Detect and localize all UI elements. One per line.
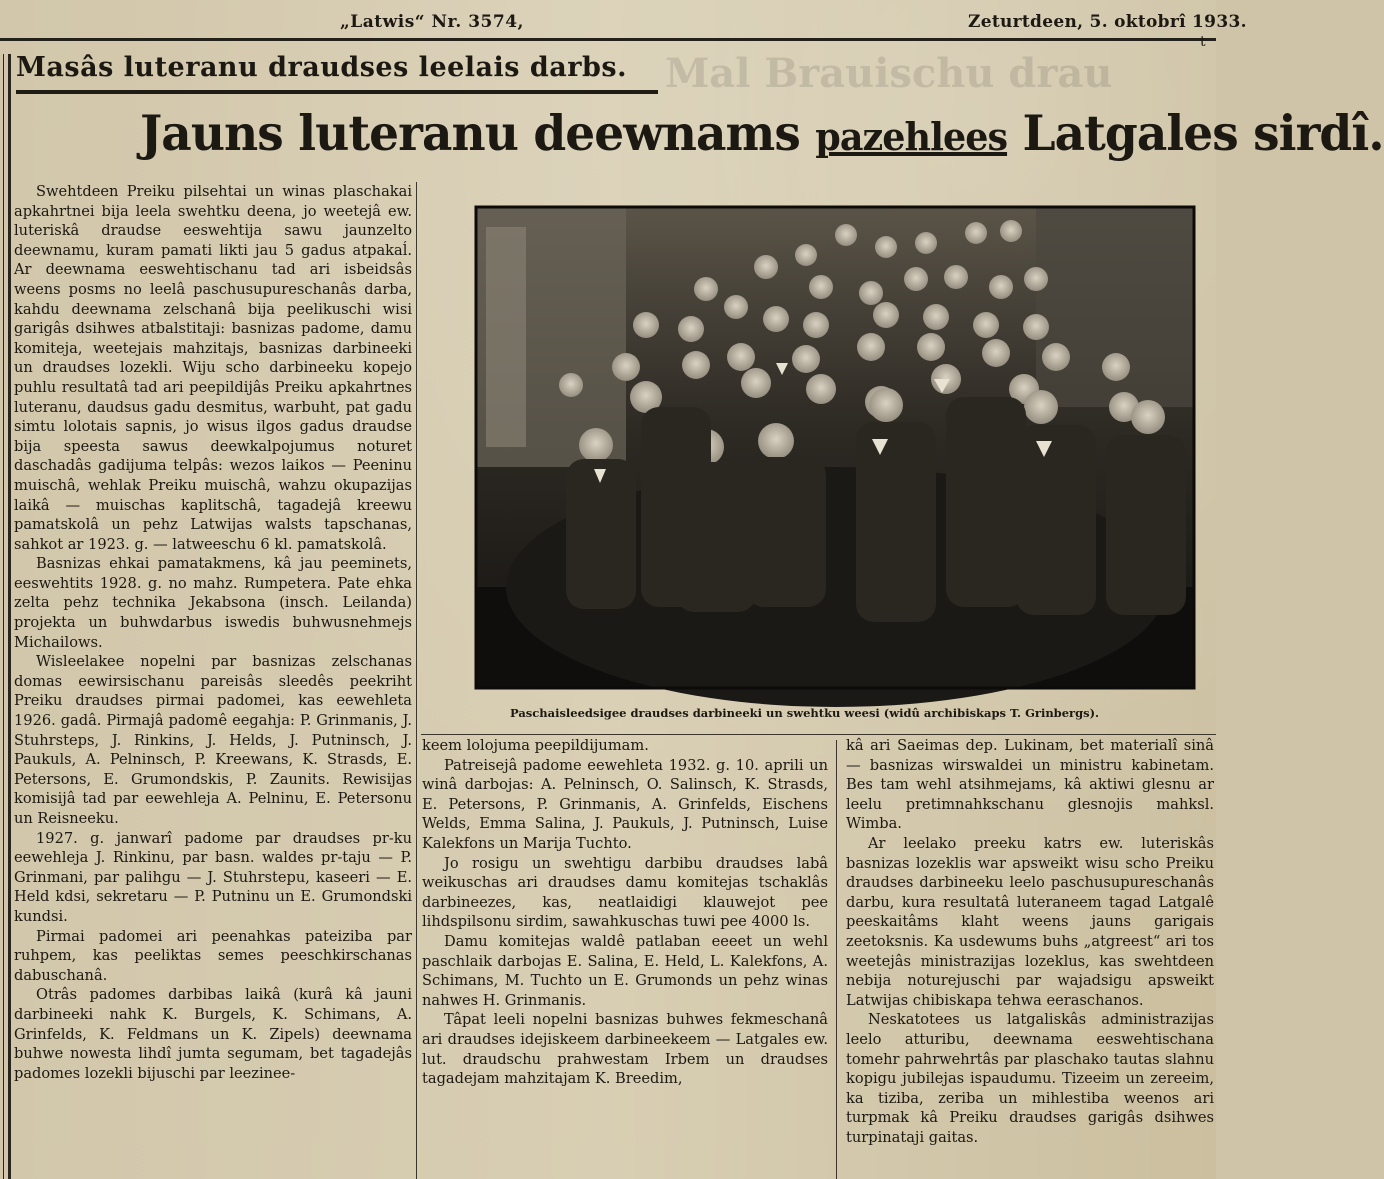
paragraph: Otrâs padomes darbibas laikâ (kurâ kâ jauni darbineeki nahk K. Burgels, K. Schimans, A. Grinfelds, K. Feldmans un K. Zipels) deewnama buhwe nowesta lihdî jumta segumam, bet tagadejâs padomes lozekli bijuschi par leezinee- bbox=[14, 986, 412, 1082]
kicker-rule bbox=[16, 90, 658, 94]
paragraph: 1927. g. janwarî padome par draudses pr-ku eewehleja J. Rinkinu, par basn. waldes pr-taju — P. Grinmani, par palihgu — J. Stuhrstepu, kaseeri — E. Held kdsi, sekretaru — P. Putninu un E. Grumondski kundsi. bbox=[14, 829, 412, 925]
column-rule-1 bbox=[416, 182, 417, 1179]
article-column-2 bbox=[422, 736, 828, 1179]
group-photo bbox=[476, 207, 1194, 688]
group-photo-image bbox=[476, 207, 1194, 688]
headline-part-1: Jauns luteranu deewnams bbox=[140, 104, 800, 162]
paragraph: Swehtdeen Preiku pilsehtai un winas plaschakai apkahrtnei bija leela swehtku deena, jo weetejâ ew. luteriskâ draudse eeswehtija sawu jaunzelto deewnamu, kuram pamati likti jau 5 gadus atpakaĺ. Ar deewnama eeswehtischanu tad ari isbeidsâs weens posms no leelâ paschusupureschanâs darba, kahdu deewnama zelschanâ bija peelikuschi wisi garigâs dsihwes atbalstitaji: basnizas padome, damu komiteja, weetejais mahzitajs, basnizas darbineeki un draudses lozekli. Wiju scho darbineeku kopejo puhlu resultatâ tad ari peepildijâs Preiku apkahrtnes luteranu, daudsus gadu desmitus, warbuht, pat gadu simtu lolotais sapnis, jo wisus ilgos gadus draudse bija speesta sawus deewkalpojumus noturet daschadâs gadijuma telpâs: wezos laikos — Peeninu muischâ, wehlak Preiku muischâ, wahzu okupazijas laikâ — muischas kaplitschâ, tagadejâ kreewu pamatskolâ un pehz Latwijas walsts tapschanas, sahkot ar 1923. g. — latweeschu 6 kl. pamatskolâ. bbox=[14, 183, 412, 553]
paragraph: keem lolojuma peepildijumam. bbox=[422, 737, 649, 754]
page-edge-mark: t bbox=[1200, 34, 1206, 50]
masthead bbox=[0, 0, 1247, 38]
masthead-issue: „Latwis“ Nr. 3574, bbox=[340, 12, 524, 32]
photo-caption: Paschaisleedsigee draudses darbineeki un swehtku weesi (widû archibiskaps T. Grinbergs). bbox=[510, 706, 1100, 720]
frame-rule-inner bbox=[8, 54, 11, 1179]
paragraph: Neskatotees us latgaliskâs administrazijas leelo atturibu, deewnama eeswehtischana tomehr pahrwehrtâs par plaschako tautas slahnu kopigu jubilejas ispaudumu. Tizeeim un zereeim, ka tiziba, zeriba un mihlestiba weenos ari turpmak kâ Preiku draudses garigâs dsihwes turpinataji gaitas. bbox=[846, 1011, 1214, 1146]
paragraph: Tâpat leeli nopelni basnizas buhwes fekmeschanâ ari draudses idejiskeem darbineekeem — Latgales ew. lut. draudschu prahwestam Irbem un draudses tagadejam mahzitajam K. Breedim, bbox=[422, 1011, 828, 1088]
paragraph: Ar leelako preeku katrs ew. luteriskâs basnizas lozeklis war apsweikt wisu scho Preiku draudses darbineeku leelo paschusupureschanâs darbu, kura resultatâ luteraneem tagad Latgalê peeskaitâms klaht weens jauns garigais zeetoksnis. Ka usdewums buhs „atgreest“ ari tos weetejâs ministrazijas lozeklus, kas swehtdeen nebija noturejuschi par wajadsigu apsweikt Latwijas chibiskapa tehwa eeraschanos. bbox=[846, 834, 1214, 1009]
bleed-through-text: Mal Brauischu drau bbox=[665, 50, 1113, 97]
paragraph: Basnizas ehkai pamatakmens, kâ jau peeminets, eeswehtits 1928. g. no mahz. Rumpetera. Pate ehka zelta pehz technika Jekabsona (insch. Leilanda) projekta un buhwdarbus iswedis buhwusnehmejs Michailows. bbox=[14, 555, 412, 651]
paragraph: Patreisejâ padome eewehleta 1932. g. 10. aprili un winâ darbojas: A. Pelninsch, O. Salinsch, K. Strasds, E. Petersons, P. Grinmanis, A. Grinfelds, Eischens Welds, Emma Salina, J. Paukuls, J. Putninsch, Luise Kalekfons un Marija Tuchto. bbox=[422, 756, 828, 852]
photo-bottom-rule bbox=[421, 734, 1216, 735]
paragraph: Damu komitejas waldê patlaban eeeet un wehl paschlaik darbojas E. Salina, E. Held, L. Kalekfons, A. Schimans, M. Tuchto un E. Grumonds un pehz winas nahwes H. Grinmanis. bbox=[422, 932, 828, 1009]
paragraph: Pirmai padomei ari peenahkas pateiziba par ruhpem, kas peeliktas semes peeschkirschanas dabuschanâ. bbox=[14, 927, 412, 984]
frame-rule-outer bbox=[3, 54, 4, 1179]
paragraph: Jo rosigu un swehtigu darbibu draudses labâ weikuschas ari draudses damu komitejas tschaklâs darbineezes, kas, neatlaidigi klauwejot pee lihdspilsonu sirdim, sawahkuschas tuwi pee 4000 ls. bbox=[422, 854, 828, 931]
headline-part-2: pazehlees bbox=[815, 114, 1008, 159]
article-column-3 bbox=[846, 736, 1214, 1179]
article-column-1 bbox=[14, 182, 412, 1179]
masthead-date: Zeturtdeen, 5. oktobrî 1933. bbox=[968, 12, 1247, 32]
paragraph: kâ ari Saeimas dep. Lukinam, bet materialî sinâ — basnizas wirswaldei un ministru kabinetam. Bes tam wehl atsihmejams, kâ aktiwi glesnu ar leelu pretimnahkschanu glesnojis mahksl. Wimba. bbox=[846, 737, 1214, 833]
column-rule-2 bbox=[836, 740, 837, 1179]
masthead-rule bbox=[0, 38, 1216, 41]
article-kicker: Masâs luteranu draudses leelais darbs. bbox=[16, 52, 627, 83]
paragraph: Wisleelakee nopelni par basnizas zelschanas domas eewirsischanu pareisâs sleedês peekriht Preiku draudses pirmai padomei, kas eewehleta 1926. gadâ. Pirmajâ padomê eegahja: P. Grinmanis, J. Stuhrsteps, J. Rinkins, J. Helds, J. Putninsch, J. Paukuls, A. Pelninsch, P. Kreewans, K. Strasds, E. Petersons, E. Grumondskis, P. Zaunits. Rewisijas komisijâ tad par eewehleja A. Pelninu, E. Petersonu un Reisneeku. bbox=[14, 653, 412, 827]
headline-part-3: Latgales sirdî. bbox=[1022, 104, 1384, 162]
article-headline bbox=[140, 104, 1384, 184]
